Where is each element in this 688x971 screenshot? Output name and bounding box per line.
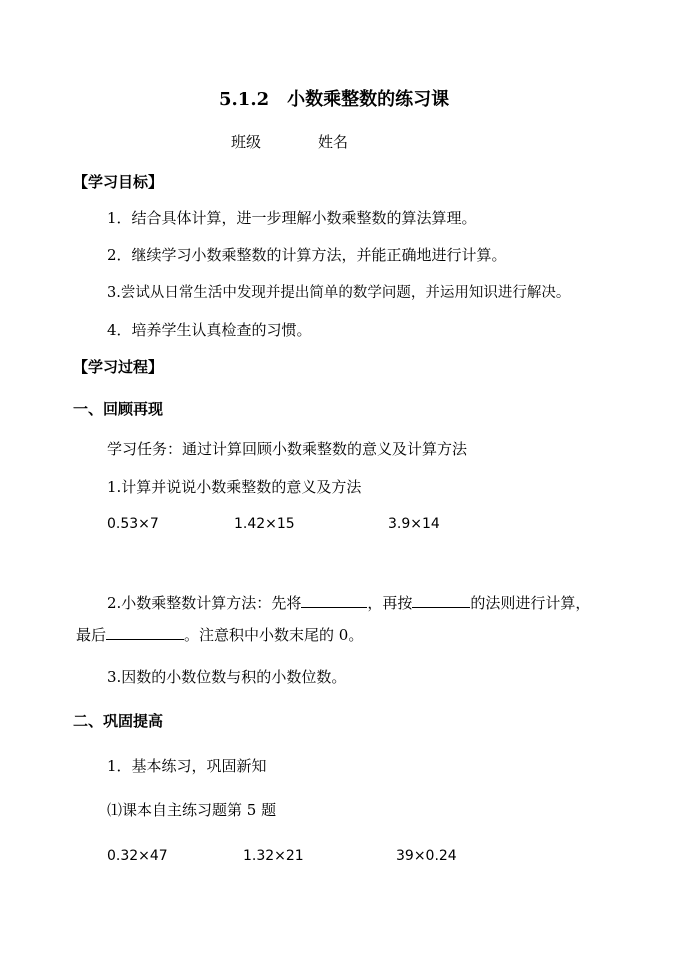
section1-q3: 3.因数的小数位数与积的小数位数。 [107,668,347,686]
class-label: 班级 [231,133,262,151]
section1-q2-line1 [107,592,590,613]
expr-2: 1.42×15 [234,516,295,532]
process-header: 【学习过程】 [73,358,164,376]
section1-task: 学习任务：通过计算回顾小数乘整数的意义及计算方法 [107,440,468,458]
q2-text-a: 2.小数乘整数计算方法：先将 [107,594,302,612]
goal-item-1: 1．结合具体计算，进一步理解小数乘整数的算法算理。 [107,209,477,227]
section1-q1: 1.计算并说说小数乘整数的意义及方法 [107,478,362,496]
goals-header: 【学习目标】 [73,173,164,191]
fill-blank-3[interactable] [106,624,184,640]
q2-text-b: ，再按 [367,594,413,612]
expr-3: 3.9×14 [388,516,440,532]
fill-blank-2[interactable] [412,592,470,608]
q2-text-d: 最后 [76,626,107,644]
goal-item-3: 3.尝试从日常生活中发现并提出简单的数学问题，并运用知识进行解决。 [107,285,571,301]
expr-6: 39×0.24 [396,848,457,864]
goal-item-4: 4．培养学生认真检查的习惯。 [107,321,312,339]
section2-item1: 1．基本练习，巩固新知 [107,757,267,775]
expr-5: 1.32×21 [243,848,304,864]
section2-sub1: ⑴课本自主练习题第 5 题 [107,801,277,819]
q2-text-e: 。注意积中小数末尾的 0。 [184,626,364,644]
q2-text-c: 的法则进行计算， [470,594,591,612]
goal-item-2: 2．继续学习小数乘整数的计算方法，并能正确地进行计算。 [107,246,507,264]
section1-q2-line2 [76,624,363,645]
section1-heading: 一、回顾再现 [73,400,164,418]
section2-heading: 二、巩固提高 [73,712,164,730]
fill-blank-1[interactable] [301,592,367,608]
expr-1: 0.53×7 [107,516,159,532]
expr-4: 0.32×47 [107,848,168,864]
name-label: 姓名 [318,133,349,151]
page-title: 5.1.2 小数乘整数的练习课 [219,89,450,110]
